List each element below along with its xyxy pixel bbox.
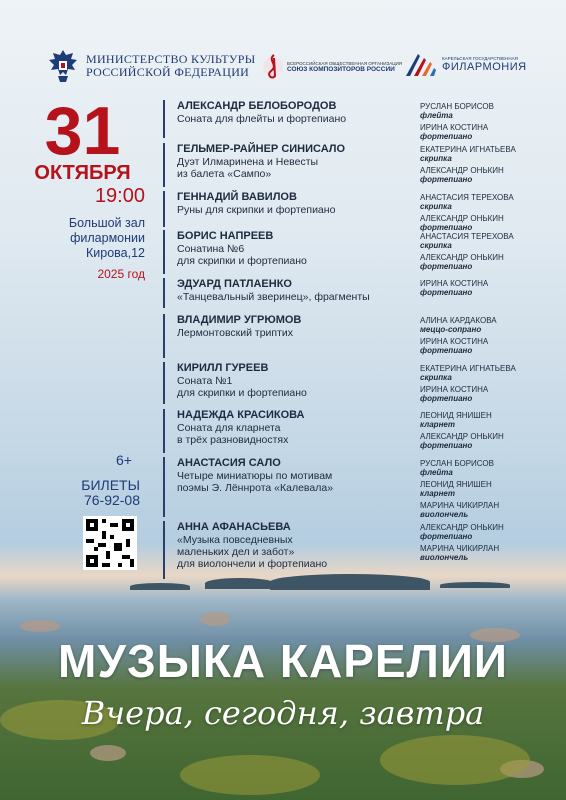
performer [420, 501, 560, 519]
performer-name: АЛЕКСАНДР ОНЬКИН [420, 523, 504, 532]
poster-subtitle: Вчера, сегодня, завтра [81, 694, 485, 732]
performer-instrument: фортепиано [420, 262, 473, 271]
performer [420, 480, 560, 498]
performer-name: РУСЛАН БОРИСОВ [420, 102, 494, 111]
program-item [177, 521, 417, 570]
composer-name: НАДЕЖДА КРАСИКОВА [177, 409, 305, 421]
program-item [177, 143, 417, 180]
performer [420, 145, 560, 163]
performer-instrument: флейта [420, 111, 453, 120]
program-divider [163, 100, 165, 138]
qr-code-icon [86, 519, 134, 567]
composer-name: ЭДУАРД ПАТЛАЕНКО [177, 278, 292, 290]
performer [420, 432, 560, 450]
performer-instrument: скрипка [420, 202, 452, 211]
tickets-info [80, 478, 140, 508]
philharmonic-logo [404, 50, 527, 78]
union-name: СОЮЗ КОМПОЗИТОРОВ РОССИИ [287, 66, 395, 73]
program-divider [163, 409, 165, 453]
event-day: 31 [44, 93, 121, 169]
program-divider [163, 191, 165, 227]
tickets-phone: 76-92-08 [83, 492, 140, 508]
event-year: 2025 год [97, 267, 145, 281]
composer-name: АЛЕКСАНДР БЕЛОБОРОДОВ [177, 100, 337, 112]
program-divider [163, 521, 165, 579]
performer-name: АЛЕКСАНДР ОНЬКИН [420, 214, 504, 223]
performer-instrument: фортепиано [420, 223, 473, 232]
program-item [177, 230, 417, 267]
performer [420, 123, 560, 141]
performer [420, 214, 560, 232]
ministry-line1: МИНИСТЕРСТВО КУЛЬТУРЫ [86, 52, 256, 66]
performer [420, 232, 560, 250]
performer-instrument: фортепиано [420, 346, 473, 355]
event-time: 19:00 [94, 185, 145, 207]
work-title: Лермонтовский триптих [177, 327, 294, 339]
performer-name: ЕКАТЕРИНА ИГНАТЬЕВА [420, 145, 516, 154]
work-title: Соната для кларнета в трёх разновидностях [177, 422, 289, 446]
performer [420, 166, 560, 184]
work-title: Руны для скрипки и фортепиано [177, 204, 336, 216]
composer-name: БОРИС НАПРЕЕВ [177, 230, 274, 242]
island [130, 583, 190, 590]
performers [420, 232, 560, 274]
performer-name: МАРИНА ЧИКИРЛАН [420, 501, 500, 510]
program-divider [163, 457, 165, 517]
performers [420, 316, 560, 358]
venue-line1: Большой зал [68, 216, 145, 230]
performer-instrument: фортепиано [420, 132, 473, 141]
performer-name: ЛЕОНИД ЯНИШЕН [420, 411, 492, 420]
program-divider [163, 362, 165, 404]
venue [20, 216, 145, 261]
logo-row [0, 48, 566, 88]
performer [420, 337, 560, 355]
performer-instrument: меццо-сопрано [420, 325, 482, 334]
composer-name: АНАСТАСИЯ САЛО [177, 457, 281, 469]
phil-small-text: КАРЕЛЬСКАЯ ГОСУДАРСТВЕННАЯ [442, 55, 518, 61]
venue-line3: Кирова,12 [86, 246, 145, 260]
venue-line2: филармонии [70, 231, 145, 245]
performer [420, 459, 560, 477]
performer [420, 316, 560, 334]
poster-title: МУЗЫКА КАРЕЛИИ [58, 635, 508, 687]
island [270, 574, 430, 590]
performers [420, 279, 560, 300]
composers-union-logo [262, 52, 402, 82]
performer-name: ИРИНА КОСТИНА [420, 337, 489, 346]
rock [200, 612, 230, 626]
eagle-emblem-icon [46, 48, 80, 84]
performer-name: АНАСТАСИЯ ТЕРЕХОВА [420, 193, 514, 202]
composer-name: ГЕННАДИЙ ВАВИЛОВ [177, 191, 297, 203]
program-divider [163, 143, 165, 187]
performers [420, 102, 560, 144]
performer-name: АНАСТАСИЯ ТЕРЕХОВА [420, 232, 514, 241]
performer-instrument: кларнет [420, 489, 455, 498]
work-title: «Музыка повседневных маленьких дел и забот» для виолончели и фортепиано [177, 534, 328, 570]
shrub [380, 735, 530, 785]
performer-name: РУСЛАН БОРИСОВ [420, 459, 494, 468]
performer-name: ИРИНА КОСТИНА [420, 123, 489, 132]
work-title: Дуэт Илмаринена и Невесты из балета «Сампо» [177, 156, 319, 180]
ministry-logo [46, 48, 255, 84]
treble-clef-icon [262, 52, 284, 82]
composer-name: КИРИЛЛ ГУРЕЕВ [177, 362, 269, 374]
age-rating: 6+ [116, 452, 132, 468]
composer-name: АННА АФАНАСЬЕВА [177, 521, 291, 533]
performer-instrument: кларнет [420, 420, 455, 429]
philharmonic-mark-icon [404, 50, 438, 78]
performer [420, 193, 560, 211]
performers [420, 145, 560, 187]
performer [420, 102, 560, 120]
program-item [177, 278, 417, 303]
program-item [177, 457, 417, 494]
composer-name: ВЛАДИМИР УГРЮМОВ [177, 314, 302, 326]
program-item [177, 100, 417, 125]
performers [420, 411, 560, 453]
performer-name: АЛЕКСАНДР ОНЬКИН [420, 432, 504, 441]
performer-instrument: фортепиано [420, 394, 473, 403]
performer-instrument: фортепиано [420, 288, 473, 297]
performer-instrument: виолончель [420, 510, 469, 519]
program-item [177, 409, 417, 446]
work-title: Соната для флейты и фортепиано [177, 113, 347, 125]
performer-name: ИРИНА КОСТИНА [420, 385, 489, 394]
performers [420, 193, 560, 235]
island [205, 578, 275, 589]
work-title: Сонатина №6 для скрипки и фортепиано [177, 243, 307, 267]
program-divider [163, 230, 165, 274]
performer-name: ЕКАТЕРИНА ИГНАТЬЕВА [420, 364, 516, 373]
work-title: «Танцевальный зверинец», фрагменты [177, 291, 370, 303]
performer-name: МАРИНА ЧИКИРЛАН [420, 544, 500, 553]
performer-name: АЛЕКСАНДР ОНЬКИН [420, 166, 504, 175]
performer-instrument: скрипка [420, 241, 452, 250]
program-item [177, 314, 417, 339]
work-title: Четыре миниатюры по мотивам поэмы Э. Лённрота «Калевала» [177, 470, 334, 494]
qr-code[interactable] [83, 516, 137, 570]
performer [420, 253, 560, 271]
performer-instrument: фортепиано [420, 441, 473, 450]
performer-name: ИРИНА КОСТИНА [420, 279, 489, 288]
program-divider [163, 314, 165, 358]
performers [420, 523, 560, 565]
performer-name: АЛИНА КАРДАКОВА [420, 316, 497, 325]
performer [420, 544, 560, 562]
program-item [177, 362, 417, 399]
performer-instrument: виолончель [420, 553, 469, 562]
performers [420, 364, 560, 406]
event-info [20, 93, 145, 281]
performer-name: ЛЕОНИД ЯНИШЕН [420, 480, 492, 489]
tickets-label: БИЛЕТЫ [81, 477, 140, 493]
union-small-text: ВСЕРОССИЙСКАЯ ОБЩЕСТВЕННАЯ ОРГАНИЗАЦИЯ [287, 61, 403, 66]
program-item [177, 191, 417, 216]
rock [20, 620, 60, 632]
phil-name: ФИЛАРМОНИЯ [442, 60, 527, 73]
performer [420, 411, 560, 429]
island [440, 582, 510, 588]
work-title: Соната №1 для скрипки и фортепиано [177, 375, 307, 399]
program-divider [163, 278, 165, 308]
performer-instrument: скрипка [420, 154, 452, 163]
performers [420, 459, 560, 522]
performer-name: АЛЕКСАНДР ОНЬКИН [420, 253, 504, 262]
performer [420, 523, 560, 541]
performer [420, 279, 560, 297]
event-month: ОКТЯБРЯ [34, 162, 131, 184]
performer-instrument: скрипка [420, 373, 452, 382]
performer-instrument: фортепиано [420, 532, 473, 541]
performer-instrument: фортепиано [420, 175, 473, 184]
ministry-line2: РОССИЙСКОЙ ФЕДЕРАЦИИ [86, 65, 250, 79]
composer-name: ГЕЛЬМЕР-РАЙНЕР СИНИСАЛО [177, 143, 346, 155]
rock [90, 745, 126, 761]
shrub [180, 755, 320, 795]
performer [420, 385, 560, 403]
performer-instrument: флейта [420, 468, 453, 477]
performer [420, 364, 560, 382]
